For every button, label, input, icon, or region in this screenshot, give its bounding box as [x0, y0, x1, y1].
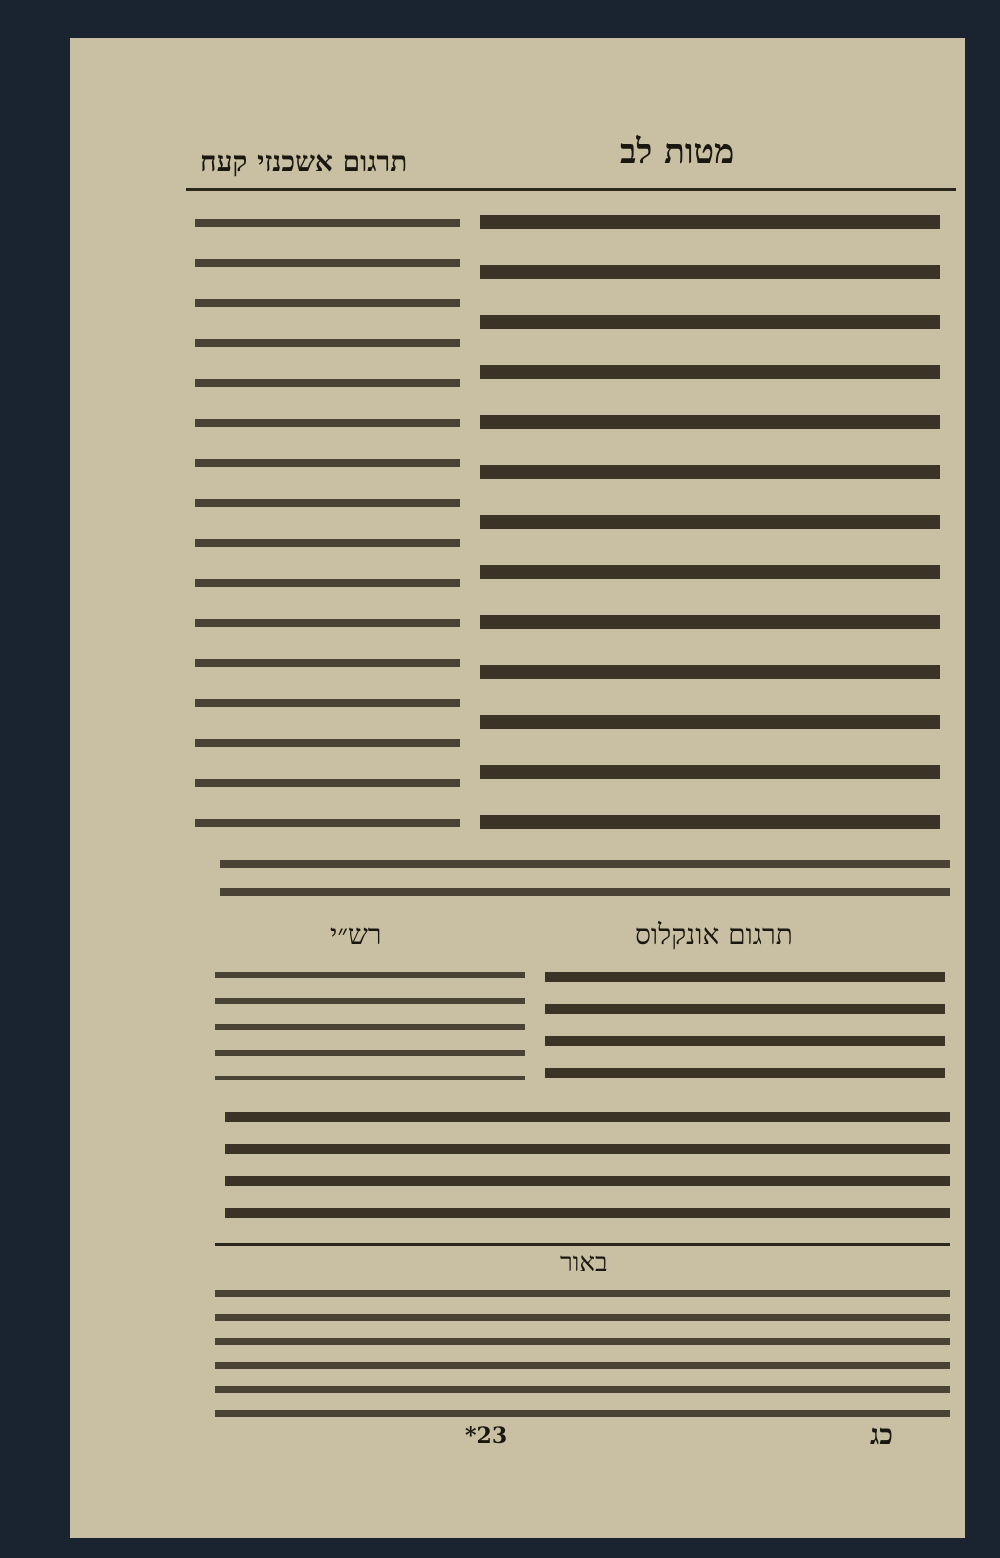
rashi-text: [215, 960, 525, 1080]
rashi-title: רש״י: [330, 918, 382, 951]
onkelos-title: תרגום אונקלוס: [635, 918, 793, 951]
targum-column: [195, 195, 460, 835]
header-rule: [186, 188, 956, 191]
signature: כג: [870, 1418, 893, 1451]
biur-text: [215, 1282, 950, 1422]
targum-title: תרגום אשכנזי קעח: [200, 145, 408, 178]
page-number: 23*: [465, 1423, 508, 1449]
biur-title: באור: [560, 1248, 608, 1278]
onkelos-text: [545, 960, 945, 1090]
onkelos-text-cont: [225, 1100, 950, 1220]
section-rule: [215, 1243, 950, 1246]
continued-lines: [220, 850, 950, 900]
page-title: מטות לב: [620, 132, 735, 172]
main-text: [480, 195, 940, 845]
